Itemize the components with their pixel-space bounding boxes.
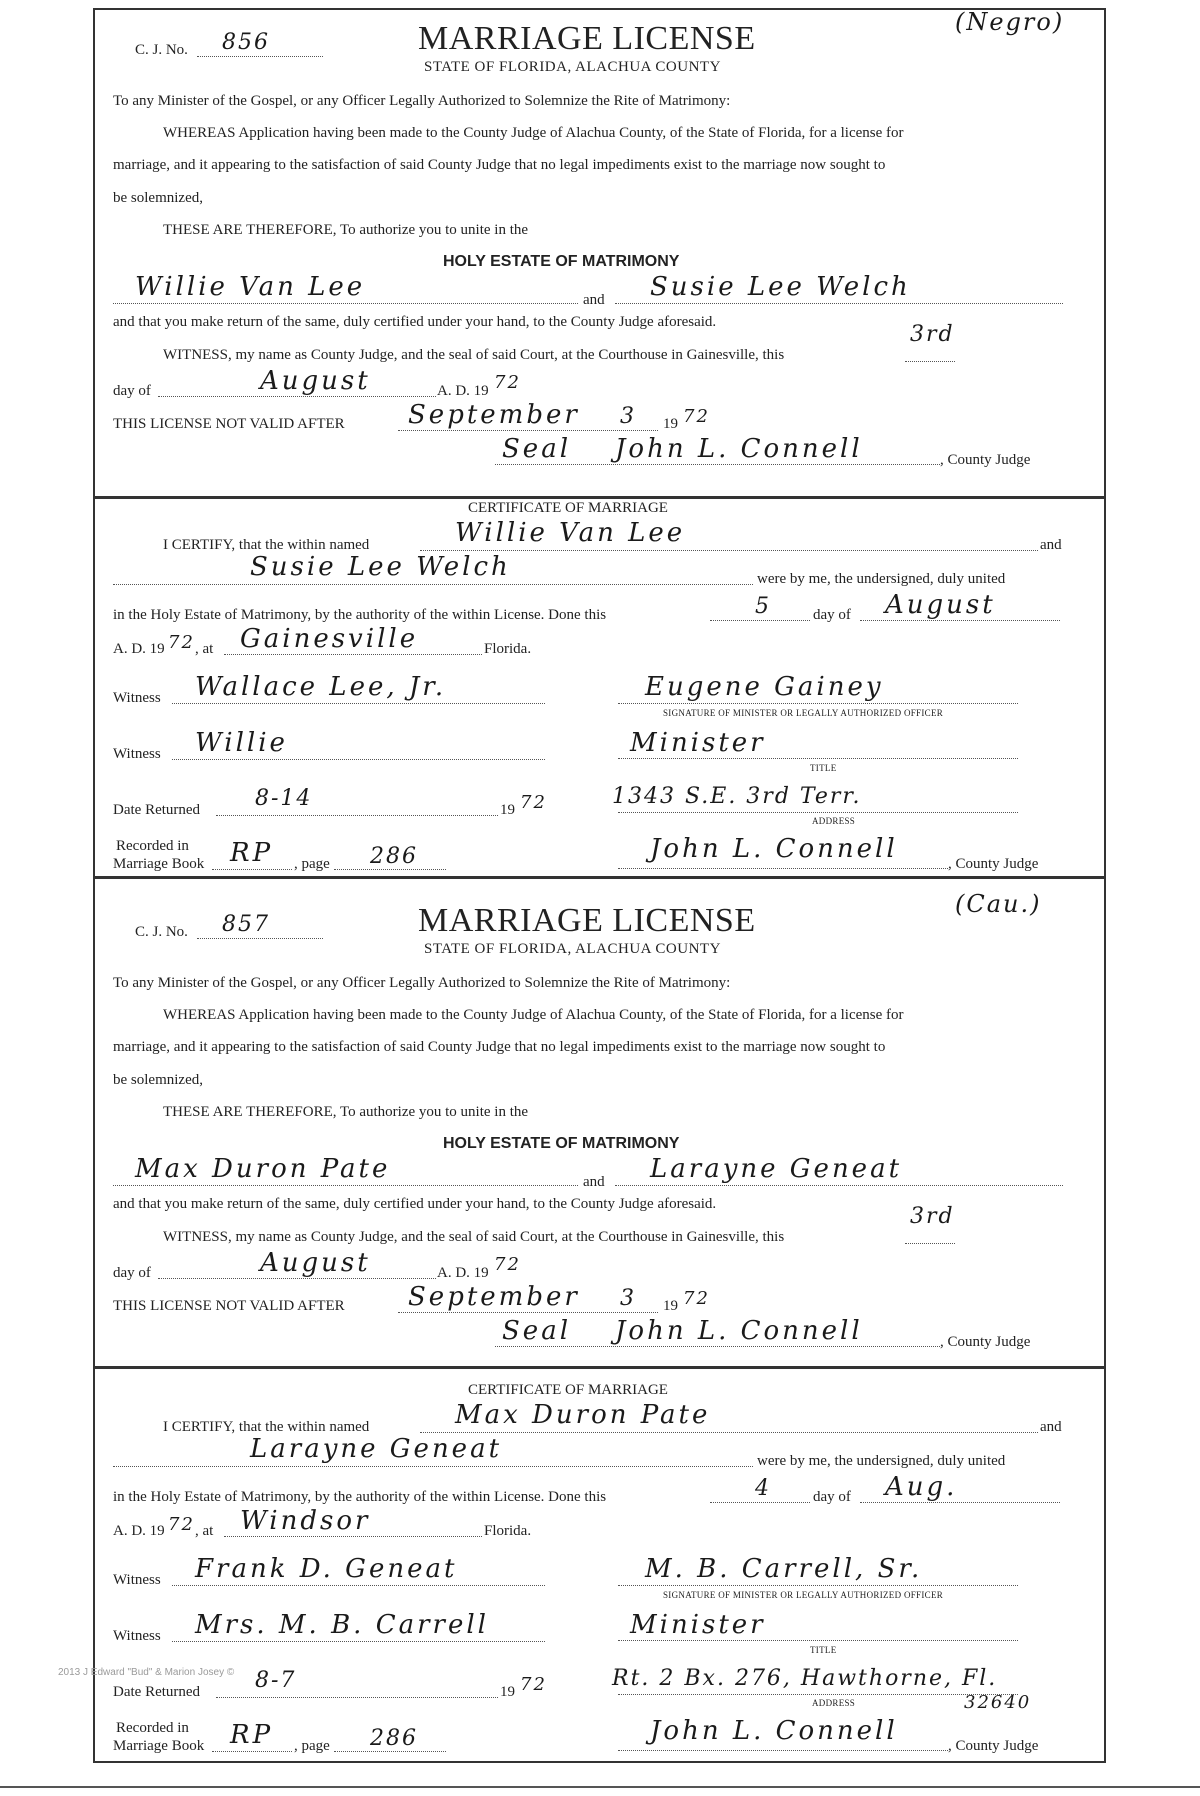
done-month: Aug.	[885, 1472, 958, 1502]
ad-at-label: A. D. 19	[113, 1523, 165, 1539]
license-year: 72	[494, 372, 521, 393]
address-zip: 32640	[964, 1692, 1032, 1713]
license-divider	[93, 876, 1106, 879]
marriage-place: Windsor	[240, 1506, 371, 1536]
county-judge-label: , County Judge	[940, 1334, 1031, 1350]
officer-title: Minister	[630, 728, 766, 758]
cj-number-label: C. J. No.	[135, 42, 188, 58]
not-valid-label: THIS LICENSE NOT VALID AFTER	[113, 1298, 345, 1314]
witness-label-1: Witness	[113, 690, 161, 706]
expiry-year: 72	[683, 406, 710, 427]
bride-name: Susie Lee Welch	[650, 272, 911, 302]
expiry-month: September	[408, 400, 580, 430]
day-of-label-2: day of	[813, 1489, 851, 1505]
expiry-month: September	[408, 1282, 580, 1312]
united-label: were by me, the undersigned, duly united	[757, 571, 1006, 587]
witness-label-2: Witness	[113, 746, 161, 762]
witness-2: Mrs. M. B. Carrell	[195, 1610, 489, 1640]
at-label: , at	[195, 641, 214, 657]
therefore-line: THESE ARE THEREFORE, To authorize you to unite in the	[163, 1104, 529, 1120]
certify-label: I CERTIFY, that the within named	[163, 537, 370, 553]
florida-label: Florida.	[484, 1523, 532, 1539]
returned-nineteen: 19	[500, 1684, 515, 1700]
bride-name: Larayne Geneat	[650, 1154, 903, 1184]
marriage-book-label: Marriage Book	[113, 1738, 205, 1754]
date-returned: 8-7	[255, 1668, 297, 1693]
day-of-label-2: day of	[813, 607, 851, 623]
nineteen-label: 19	[663, 1298, 678, 1314]
date-returned-label: Date Returned	[113, 802, 201, 818]
done-year: 72	[168, 1514, 195, 1535]
expiry-day: 3	[620, 1286, 636, 1311]
returned-nineteen: 19	[500, 802, 515, 818]
officer-address: 1343 S.E. 3rd Terr.	[612, 784, 862, 809]
and-label-2: and	[1040, 1419, 1062, 1435]
license-title: MARRIAGE LICENSE	[418, 902, 756, 939]
groom-name: Max Duron Pate	[135, 1154, 391, 1184]
and-label-2: and	[1040, 537, 1062, 553]
witness-day: 3rd	[910, 1204, 955, 1229]
holy-estate-line: in the Holy Estate of Matrimony, by the authority of the within License. Done this	[113, 607, 607, 623]
holy-estate-heading: HOLY ESTATE OF MATRIMONY	[443, 1135, 680, 1152]
state-line: STATE OF FLORIDA, ALACHUA COUNTY	[424, 59, 721, 75]
address-line: To any Minister of the Gospel, or any Officer Legally Authorized to Solemnize the Rite of Matrimony:	[113, 975, 731, 991]
title-label: TITLE	[810, 1645, 837, 1655]
done-day: 4	[755, 1476, 771, 1501]
marriage-place: Gainesville	[240, 624, 419, 654]
recorded-in-label: Recorded in	[116, 1720, 189, 1736]
whereas-line-1: WHEREAS Application having been made to the County Judge of Alachua County, of the State of Florida, for a license for	[163, 1007, 904, 1023]
marriage-book-label: Marriage Book	[113, 856, 205, 872]
page-label: , page	[294, 1738, 330, 1754]
therefore-line: THESE ARE THEREFORE, To authorize you to unite in the	[163, 222, 529, 238]
witness-1: Wallace Lee, Jr.	[195, 672, 447, 702]
officer-address: Rt. 2 Bx. 276, Hawthorne, Fl.	[612, 1666, 998, 1691]
expiry-year: 72	[683, 1288, 710, 1309]
done-day: 5	[755, 594, 771, 619]
groom-name: Willie Van Lee	[135, 272, 366, 302]
certificate-title: CERTIFICATE OF MARRIAGE	[468, 500, 668, 516]
address-line: To any Minister of the Gospel, or any Officer Legally Authorized to Solemnize the Rite of Matrimony:	[113, 93, 731, 109]
county-judge-label-2: , County Judge	[948, 856, 1039, 872]
done-month: August	[885, 590, 996, 620]
license-month: August	[260, 366, 371, 396]
date-returned-label: Date Returned	[113, 1684, 201, 1700]
returned-year: 72	[520, 792, 547, 813]
license-title: MARRIAGE LICENSE	[418, 20, 756, 57]
united-label: were by me, the undersigned, duly united	[757, 1453, 1006, 1469]
page-number: 286	[370, 1726, 418, 1751]
county-judge-label: , County Judge	[940, 452, 1031, 468]
corner-note: (Cau.)	[955, 890, 1042, 918]
copyright-watermark: 2013 J Edward "Bud" & Marion Josey ©	[58, 1667, 235, 1678]
recorded-in-label: Recorded in	[116, 838, 189, 854]
day-of-label: day of	[113, 383, 151, 399]
officer-signature: Eugene Gainey	[645, 672, 884, 702]
returned-year: 72	[520, 1674, 547, 1695]
witness-line: WITNESS, my name as County Judge, and the seal of said Court, at the Courthouse in Gainesville, this	[163, 1229, 785, 1245]
judge-signature: John L. Connell	[615, 434, 863, 464]
county-judge-label-2: , County Judge	[948, 1738, 1039, 1754]
certificate-groom: Max Duron Pate	[455, 1400, 711, 1430]
officer-signature: M. B. Carrell, Sr.	[645, 1554, 923, 1584]
day-of-label: day of	[113, 1265, 151, 1281]
done-year: 72	[168, 632, 195, 653]
ad-label: A. D. 19	[437, 383, 489, 399]
section-divider	[93, 1366, 1106, 1369]
whereas-line-3: be solemnized,	[113, 1072, 203, 1088]
and-label: and	[583, 292, 605, 308]
state-line: STATE OF FLORIDA, ALACHUA COUNTY	[424, 941, 721, 957]
holy-estate-line: in the Holy Estate of Matrimony, by the authority of the within License. Done this	[113, 1489, 607, 1505]
witness-line: WITNESS, my name as County Judge, and the seal of said Court, at the Courthouse in Gainesville, this	[163, 347, 785, 363]
nineteen-label: 19	[663, 416, 678, 432]
witness-day: 3rd	[910, 322, 955, 347]
witness-label-1: Witness	[113, 1572, 161, 1588]
signature-label: SIGNATURE OF MINISTER OR LEGALLY AUTHORIZED OFFICER	[663, 1590, 944, 1600]
license-month: August	[260, 1248, 371, 1278]
judge-signature: John L. Connell	[615, 1316, 863, 1346]
seal-mark: Seal	[502, 1316, 572, 1346]
return-line: and that you make return of the same, duly certified under your hand, to the County Judge aforesaid.	[113, 1196, 717, 1212]
expiry-day: 3	[620, 404, 636, 429]
holy-estate-heading: HOLY ESTATE OF MATRIMONY	[443, 253, 680, 270]
marriage-book: RP	[230, 1720, 274, 1750]
cj-number-label: C. J. No.	[135, 924, 188, 940]
recorder-signature: John L. Connell	[650, 1716, 898, 1746]
whereas-line-3: be solemnized,	[113, 190, 203, 206]
license-year: 72	[494, 1254, 521, 1275]
marriage-book: RP	[230, 838, 274, 868]
corner-note: (Negro)	[955, 8, 1065, 36]
title-label: TITLE	[810, 763, 837, 773]
whereas-line-2: marriage, and it appearing to the satisfaction of said County Judge that no legal impediments exist to the marriage now sought to	[113, 157, 886, 173]
certificate-bride: Larayne Geneat	[250, 1434, 503, 1464]
certificate-bride: Susie Lee Welch	[250, 552, 511, 582]
and-label: and	[583, 1174, 605, 1190]
recorder-signature: John L. Connell	[650, 834, 898, 864]
whereas-line-1: WHEREAS Application having been made to the County Judge of Alachua County, of the State of Florida, for a license for	[163, 125, 904, 141]
page-bottom-rule	[0, 1786, 1200, 1788]
page-label: , page	[294, 856, 330, 872]
page-number: 286	[370, 844, 418, 869]
cj-number: 857	[222, 912, 270, 937]
certify-label: I CERTIFY, that the within named	[163, 1419, 370, 1435]
signature-label: SIGNATURE OF MINISTER OR LEGALLY AUTHORIZED OFFICER	[663, 708, 944, 718]
certificate-groom: Willie Van Lee	[455, 518, 686, 548]
ad-label: A. D. 19	[437, 1265, 489, 1281]
date-returned: 8-14	[255, 786, 313, 811]
at-label: , at	[195, 1523, 214, 1539]
not-valid-label: THIS LICENSE NOT VALID AFTER	[113, 416, 345, 432]
ad-at-label: A. D. 19	[113, 641, 165, 657]
officer-title: Minister	[630, 1610, 766, 1640]
certificate-title: CERTIFICATE OF MARRIAGE	[468, 1382, 668, 1398]
witness-2: Willie	[195, 728, 288, 758]
witness-1: Frank D. Geneat	[195, 1554, 458, 1584]
seal-mark: Seal	[502, 434, 572, 464]
witness-label-2: Witness	[113, 1628, 161, 1644]
section-divider	[93, 496, 1106, 499]
whereas-line-2: marriage, and it appearing to the satisfaction of said County Judge that no legal impediments exist to the marriage now sought to	[113, 1039, 886, 1055]
return-line: and that you make return of the same, duly certified under your hand, to the County Judge aforesaid.	[113, 314, 717, 330]
florida-label: Florida.	[484, 641, 532, 657]
cj-number: 856	[222, 30, 270, 55]
address-label: ADDRESS	[812, 816, 856, 826]
address-label: ADDRESS	[812, 1698, 856, 1708]
